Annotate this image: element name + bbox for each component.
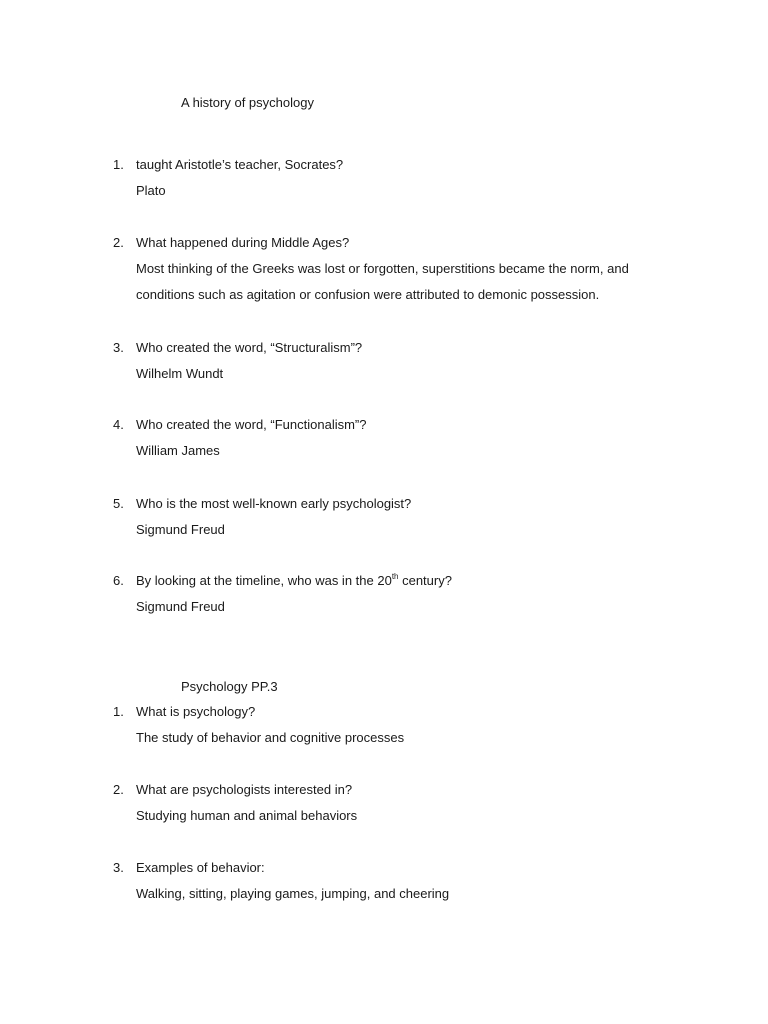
question-text: What happened during Middle Ages?: [136, 235, 350, 250]
section-title: A history of psychology: [181, 95, 314, 110]
answer-text: conditions such as agitation or confusion were attributed to demonic possession.: [136, 287, 600, 302]
item-number: 3.: [113, 860, 124, 875]
answer-text: Wilhelm Wundt: [136, 366, 224, 381]
question-text: Who created the word, “Structuralism”?: [136, 340, 363, 355]
question-text: Who created the word, “Functionalism”?: [136, 417, 367, 432]
list-item: [113, 703, 633, 755]
question-text: Examples of behavior:: [136, 860, 265, 875]
item-number: 5.: [113, 496, 124, 511]
answer-text: Sigmund Freud: [136, 599, 225, 614]
superscript-ordinal: th: [391, 571, 399, 581]
item-number: 3.: [113, 340, 124, 355]
question-text: What are psychologists interested in?: [136, 782, 353, 797]
item-number: 2.: [113, 235, 124, 250]
list-item: [113, 572, 633, 624]
answer-text: Sigmund Freud: [136, 522, 225, 537]
list-item: [113, 234, 633, 312]
answer-text: Most thinking of the Greeks was lost or forgotten, superstitions became the norm, and: [136, 261, 629, 276]
item-number: 2.: [113, 782, 124, 797]
answer-text: Plato: [136, 183, 166, 198]
answer-text: Walking, sitting, playing games, jumping, and cheering: [136, 886, 450, 901]
list-item: [113, 156, 633, 208]
question-text: What is psychology?: [136, 704, 256, 719]
item-number: 4.: [113, 417, 124, 432]
answer-text: William James: [136, 443, 220, 458]
answer-text: The study of behavior and cognitive processes: [136, 730, 405, 745]
question-text: [136, 572, 452, 590]
question-text-start: By looking at the timeline, who was in the 20: [136, 573, 392, 588]
question-text-end: century?: [398, 573, 452, 588]
list-item: [113, 339, 633, 391]
item-number: 6.: [113, 573, 124, 588]
section-title: Psychology PP.3: [181, 679, 278, 694]
list-item: [113, 859, 633, 911]
question-text: taught Aristotle’s teacher, Socrates?: [136, 157, 344, 172]
list-item: [113, 416, 633, 468]
item-number: 1.: [113, 704, 124, 719]
list-item: [113, 495, 633, 547]
list-item: [113, 781, 633, 833]
answer-text: Studying human and animal behaviors: [136, 808, 358, 823]
question-text: Who is the most well-known early psychologist?: [136, 496, 412, 511]
item-number: 1.: [113, 157, 124, 172]
